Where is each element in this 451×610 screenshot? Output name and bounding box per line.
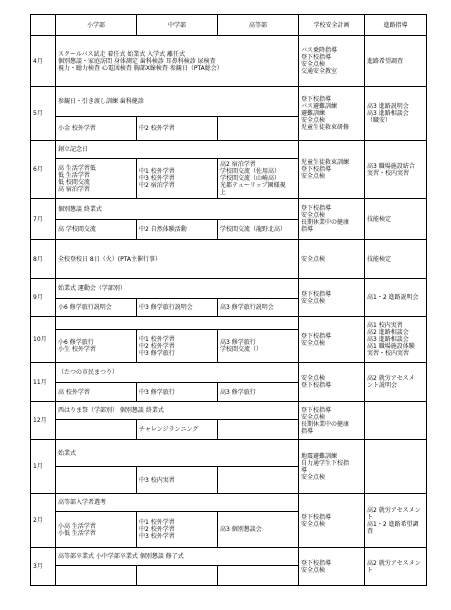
safety-line: 指導 bbox=[301, 226, 314, 233]
month-label-apr: 4月 bbox=[31, 36, 56, 87]
mar-safety bbox=[299, 548, 365, 586]
dec-elementary bbox=[56, 420, 137, 440]
feb-high: 高3 個別懇談会 bbox=[218, 512, 299, 548]
school-schedule-table bbox=[30, 14, 427, 586]
career-line: 査 bbox=[367, 527, 374, 535]
career-line: 技能検定 bbox=[367, 255, 392, 263]
career-line: 高1 職場施設体験 bbox=[367, 343, 415, 350]
jan-elementary bbox=[56, 467, 137, 494]
safety-line: 避難訓練 bbox=[301, 110, 326, 117]
dec-career bbox=[365, 402, 427, 440]
career-line: ト bbox=[367, 566, 374, 574]
career-line: 高3 進路説明会 bbox=[367, 103, 409, 110]
high-line: 学校間交流（） bbox=[220, 346, 263, 353]
career-line: 高2 就労アセスメン bbox=[367, 559, 421, 567]
elementary-line: 低 校間交流 bbox=[58, 178, 90, 186]
dec-events: 西はりま祭（学部別） 個別懇談 終業式 bbox=[56, 402, 299, 420]
elementary-line: 高 生活学習低 bbox=[58, 164, 96, 172]
may-high bbox=[218, 117, 299, 141]
safety-line: 指導 bbox=[301, 427, 314, 435]
career-line: 進路希望調査 bbox=[367, 57, 404, 65]
safety-line: バス乗降指導 bbox=[301, 47, 338, 54]
header-junior: 中学部 bbox=[137, 15, 218, 36]
career-line: ント説明会 bbox=[367, 382, 398, 389]
oct-junior bbox=[137, 330, 218, 363]
mar-junior bbox=[137, 566, 218, 586]
aug-events: 全校登校日 8日（火）(PTA主催行事） bbox=[56, 240, 299, 279]
oct-elementary bbox=[56, 330, 137, 363]
elementary-line: 高 宿泊学習 bbox=[58, 185, 90, 193]
safety-line: 安全点検 bbox=[301, 61, 326, 68]
safety-line: 安全点検 bbox=[301, 566, 326, 574]
career-line: 高2 就労アセスメン bbox=[367, 506, 421, 514]
safety-line: 登下校指導 bbox=[301, 166, 332, 173]
safety-line: 登下校指導 bbox=[301, 54, 332, 61]
nov-career bbox=[365, 363, 427, 402]
high-line: 学校間交流（山崎高） bbox=[220, 175, 281, 182]
header-safety: 学校安全計画 bbox=[299, 15, 365, 36]
may-career bbox=[365, 87, 427, 141]
header-career: 進路指導 bbox=[365, 15, 427, 36]
aug-career bbox=[365, 240, 427, 279]
safety-line: 安全点検 bbox=[301, 297, 326, 305]
may-junior: 中2 校外学習 bbox=[137, 117, 218, 141]
month-label-jul: 7月 bbox=[31, 199, 56, 240]
safety-line: 児童生徒救束研修 bbox=[301, 124, 350, 131]
safety-line: 登下校指導 bbox=[301, 559, 332, 567]
elementary-line: 小低 生活学習 bbox=[58, 529, 96, 537]
nov-safety bbox=[299, 363, 365, 402]
month-label-sep: 9月 bbox=[31, 279, 56, 317]
junior-line: 中2 校外学習 bbox=[139, 526, 175, 533]
month-label-nov: 11月 bbox=[31, 363, 56, 402]
career-line: 高1 校内実習 bbox=[367, 322, 403, 329]
header-month bbox=[31, 15, 56, 36]
feb-safety bbox=[299, 494, 365, 548]
jul-elementary: 高 学校間交流 bbox=[56, 220, 137, 240]
safety-line: バス避難訓練 bbox=[301, 103, 338, 110]
month-label-dec: 12月 bbox=[31, 402, 56, 440]
elementary-line: 低 生活学習 bbox=[58, 171, 90, 179]
month-label-aug: 8月 bbox=[31, 240, 56, 279]
elementary-line: 小6 修学旅行 bbox=[58, 339, 94, 346]
oct-safety bbox=[299, 317, 365, 363]
junior-line: 中3 校外学習 bbox=[139, 175, 175, 182]
safety-line: 児童生徒救束訓練 bbox=[301, 159, 350, 166]
jun-elementary bbox=[56, 159, 137, 199]
career-line: 高2 進路相談会 bbox=[367, 329, 409, 336]
junior-line: 中2 校外学習 bbox=[139, 342, 175, 350]
mar-events: 高等部卒業式 小中学部卒業式 個別懇談 修了式 bbox=[56, 548, 299, 566]
career-line: 高1・2 進路説明会 bbox=[367, 294, 419, 301]
apr-event-line: 視力・聴力検査 心電図検査 胸部X線検査 参観日（PTA総会） bbox=[58, 64, 223, 72]
safety-line: 安全点検 bbox=[301, 339, 326, 347]
career-line: 高3 進路相談会 bbox=[367, 336, 409, 343]
safety-line: 安全点検 bbox=[301, 375, 326, 382]
oct-events bbox=[56, 317, 299, 330]
high-line: 光都テューリップ園様視 bbox=[220, 182, 286, 189]
sep-safety bbox=[299, 279, 365, 317]
safety-line: 安全点検 bbox=[301, 473, 326, 481]
dec-safety bbox=[299, 402, 365, 440]
apr-safety bbox=[299, 36, 365, 87]
month-label-feb: 2月 bbox=[31, 494, 56, 548]
career-line: 実習・校内実習 bbox=[367, 169, 410, 177]
junior-line: 中3 校外学習 bbox=[139, 533, 175, 540]
safety-line: 導 bbox=[301, 466, 308, 474]
career-line: 高1・2 進路希望調 bbox=[367, 520, 419, 528]
apr-events bbox=[56, 36, 299, 87]
feb-junior bbox=[137, 512, 218, 548]
header-elementary: 小学部 bbox=[56, 15, 137, 36]
sep-high: 高3 修学旅行説明会 bbox=[218, 299, 299, 317]
jan-high bbox=[218, 467, 299, 494]
header-high: 高等部 bbox=[218, 15, 299, 36]
safety-line: 登下校指導 bbox=[301, 205, 332, 212]
safety-line: 登下校指導 bbox=[301, 290, 332, 298]
jun-safety bbox=[299, 141, 365, 199]
jul-events: 個別懇談 終業式 bbox=[56, 199, 299, 220]
high-line: 高2 宿泊学習 bbox=[220, 161, 256, 168]
safety-line: 長期休業中の健康 bbox=[301, 420, 350, 428]
safety-line: 登下校指導 bbox=[301, 406, 332, 414]
may-safety bbox=[299, 87, 365, 141]
junior-line: 中1 校外学習 bbox=[139, 519, 175, 526]
apr-career bbox=[365, 36, 427, 87]
junior-line: 中3 修学旅行 bbox=[139, 349, 175, 357]
safety-line: 安全点検 bbox=[301, 212, 326, 219]
apr-event-line: 個別懇談・家庭訪問 身体測定 歯科検診 耳鼻科検診 尿検査 bbox=[58, 57, 216, 65]
oct-career bbox=[365, 317, 427, 363]
sep-junior: 中3 修学旅行説明会 bbox=[137, 299, 218, 317]
oct-high bbox=[218, 330, 299, 363]
month-label-jun: 6月 bbox=[31, 141, 56, 199]
career-line: 高3 職場施設結合 bbox=[367, 162, 415, 170]
elementary-line: 小高 生活学習 bbox=[58, 522, 96, 530]
apr-event-line: スクールバス試走 着任式 始業式 入学式 離任式 bbox=[58, 50, 186, 58]
high-line: 上 bbox=[220, 189, 227, 196]
high-line: 学校間交流（佐用高） bbox=[220, 168, 281, 175]
month-label-mar: 3月 bbox=[31, 548, 56, 586]
sep-events: 始業式 運動会（学部別） bbox=[56, 279, 299, 299]
aug-safety bbox=[299, 240, 365, 279]
jun-high bbox=[218, 159, 299, 199]
jul-safety bbox=[299, 199, 365, 240]
safety-line: 長期休業中の健康 bbox=[301, 219, 350, 226]
safety-line: 安全点検 bbox=[301, 117, 326, 124]
safety-line: 登下校指導 bbox=[301, 382, 332, 389]
junior-line: 中1 校外学習 bbox=[139, 335, 175, 343]
safety-line: 安全点検 bbox=[301, 520, 326, 528]
nov-elementary: 高 校外学習 bbox=[56, 383, 137, 402]
mar-career bbox=[365, 548, 427, 586]
career-line: （職安） bbox=[367, 117, 392, 124]
high-line: 高3 修学旅行 bbox=[220, 339, 256, 346]
nov-junior: 中3 修学旅行 bbox=[137, 383, 218, 402]
jan-career bbox=[365, 440, 427, 494]
mar-high bbox=[218, 566, 299, 586]
safety-line: 安全点検 bbox=[301, 255, 326, 263]
safety-line: 登下校指導 bbox=[301, 332, 332, 340]
safety-line: 安全点検 bbox=[301, 173, 326, 180]
career-line: 高2 就労アセスメ bbox=[367, 375, 415, 382]
jul-high: 学校間交流（龍野北高） bbox=[218, 220, 299, 240]
safety-line: 交通安全教室 bbox=[301, 68, 338, 75]
jan-events: 始業式 bbox=[56, 440, 299, 467]
sep-elementary: 小6 修学旅行説明会 bbox=[56, 299, 137, 317]
nov-high: 高3 修学旅行 bbox=[218, 383, 299, 402]
elementary-line: 小生 校外学習 bbox=[58, 346, 96, 353]
month-label-jan: 1月 bbox=[31, 440, 56, 494]
career-line: 実習・校内実習 bbox=[367, 350, 410, 357]
nov-events: （たつの市民まつり） bbox=[56, 363, 299, 383]
safety-line: 自力通学生下校指 bbox=[301, 459, 350, 467]
jun-events: 創立記念日 bbox=[56, 141, 299, 159]
mar-elementary bbox=[56, 566, 137, 586]
jun-junior bbox=[137, 159, 218, 199]
month-label-oct: 10月 bbox=[31, 317, 56, 363]
safety-line: 安全点検 bbox=[301, 413, 326, 421]
jan-junior: 中3 校内実習 bbox=[137, 467, 218, 494]
career-line: 高3 進路相談会 bbox=[367, 110, 409, 117]
jun-career bbox=[365, 141, 427, 199]
feb-events: 高等部入学者選考 bbox=[56, 494, 299, 512]
feb-elementary bbox=[56, 512, 137, 548]
jan-safety bbox=[299, 440, 365, 494]
safety-line: 登下校指導 bbox=[301, 96, 332, 103]
sep-career bbox=[365, 279, 427, 317]
may-events: 参観日・引き渡し訓練 歯科健診 bbox=[56, 87, 299, 117]
may-elementary: 小金 校外学習 bbox=[56, 117, 137, 141]
safety-line: 登下校指導 bbox=[301, 513, 332, 521]
jul-junior: 中2 自然体験活動 bbox=[137, 220, 218, 240]
dec-high bbox=[218, 420, 299, 440]
junior-line: 中1 校外学習 bbox=[139, 168, 175, 175]
career-line: 技能検定 bbox=[367, 215, 392, 223]
feb-career bbox=[365, 494, 427, 548]
career-line: ト bbox=[367, 513, 374, 521]
safety-line: 地震避難訓練 bbox=[301, 452, 338, 460]
junior-line: 中2 宿泊学習 bbox=[139, 182, 175, 189]
month-label-may: 5月 bbox=[31, 87, 56, 141]
jul-career bbox=[365, 199, 427, 240]
dec-junior: チャレンジランニング bbox=[137, 420, 218, 440]
